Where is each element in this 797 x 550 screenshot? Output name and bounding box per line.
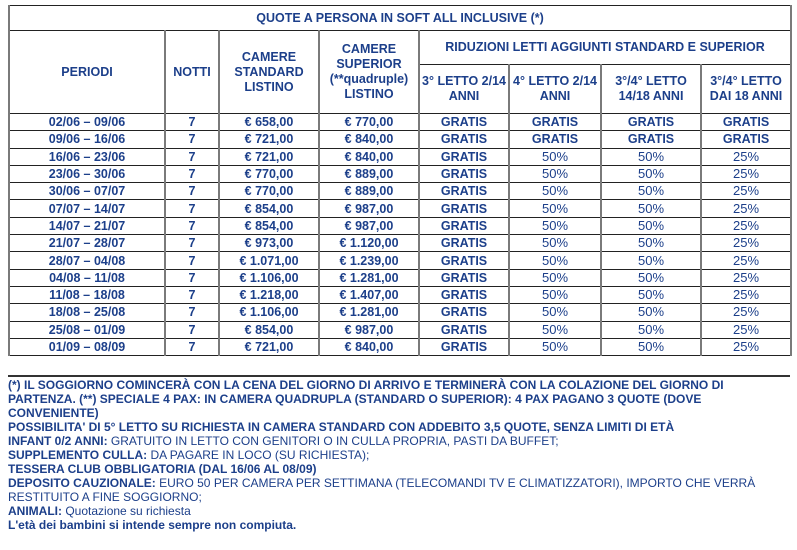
cell-periodo: 30/06 – 07/07 — [9, 183, 165, 200]
cell-superior: € 1.239,00 — [319, 252, 419, 269]
cell-periodo: 28/07 – 04/08 — [9, 252, 165, 269]
cell-notti: 7 — [165, 338, 219, 355]
cell-quarto-letto: 50% — [509, 321, 601, 338]
cell-quarto-letto: 50% — [509, 200, 601, 217]
cell-notti: 7 — [165, 131, 219, 148]
cell-letto-18: 25% — [701, 165, 791, 182]
cell-standard: € 973,00 — [219, 235, 319, 252]
cell-periodo: 04/08 – 11/08 — [9, 269, 165, 286]
cell-quarto-letto: 50% — [509, 183, 601, 200]
cell-standard: € 770,00 — [219, 165, 319, 182]
cell-standard: € 854,00 — [219, 200, 319, 217]
cell-letto-14-18: 50% — [601, 338, 701, 355]
cell-terzo-letto: GRATIS — [419, 338, 509, 355]
cell-letto-18: GRATIS — [701, 114, 791, 131]
cell-superior: € 770,00 — [319, 114, 419, 131]
cell-superior: € 889,00 — [319, 165, 419, 182]
cell-quarto-letto: 50% — [509, 252, 601, 269]
cell-quarto-letto: 50% — [509, 338, 601, 355]
table-row — [9, 252, 791, 269]
cell-notti: 7 — [165, 183, 219, 200]
cell-periodo: 14/07 – 21/07 — [9, 217, 165, 234]
header-periodi: PERIODI — [9, 31, 165, 114]
header-camere-superior: CAMERE SUPERIOR (**quadruple) LISTINO — [319, 31, 419, 114]
cell-letto-14-18: GRATIS — [601, 131, 701, 148]
cell-notti: 7 — [165, 114, 219, 131]
cell-notti: 7 — [165, 252, 219, 269]
cell-quarto-letto: 50% — [509, 304, 601, 321]
cell-letto-18: 25% — [701, 200, 791, 217]
cell-periodo: 02/06 – 09/06 — [9, 114, 165, 131]
cell-periodo: 23/06 – 30/06 — [9, 165, 165, 182]
cell-letto-14-18: 50% — [601, 235, 701, 252]
cell-superior: € 987,00 — [319, 217, 419, 234]
table-row — [9, 286, 791, 303]
cell-notti: 7 — [165, 286, 219, 303]
note-infant: INFANT 0/2 ANNI: GRATUITO IN LETTO CON GENITORI O IN CULLA PROPRIA, PASTI DA BUFFET; — [8, 434, 559, 448]
cell-quarto-letto: 50% — [509, 286, 601, 303]
cell-superior: € 1.281,00 — [319, 304, 419, 321]
cell-superior: € 840,00 — [319, 148, 419, 165]
cell-notti: 7 — [165, 148, 219, 165]
cell-notti: 7 — [165, 321, 219, 338]
cell-letto-18: 25% — [701, 183, 791, 200]
cell-notti: 7 — [165, 269, 219, 286]
table-row — [9, 217, 791, 234]
cell-standard: € 721,00 — [219, 338, 319, 355]
cell-letto-14-18: 50% — [601, 148, 701, 165]
cell-notti: 7 — [165, 235, 219, 252]
cell-standard: € 854,00 — [219, 321, 319, 338]
cell-letto-14-18: 50% — [601, 183, 701, 200]
cell-superior: € 840,00 — [319, 131, 419, 148]
header-quarto-letto: 4° LETTO 2/14 ANNI — [509, 65, 601, 114]
note-animali: ANIMALI: Quotazione su richiesta — [8, 504, 191, 518]
cell-standard: € 1.071,00 — [219, 252, 319, 269]
cell-terzo-letto: GRATIS — [419, 304, 509, 321]
header-terzo-letto: 3° LETTO 2/14 ANNI — [419, 65, 509, 114]
cell-terzo-letto: GRATIS — [419, 321, 509, 338]
cell-notti: 7 — [165, 165, 219, 182]
cell-quarto-letto: 50% — [509, 269, 601, 286]
cell-letto-14-18: 50% — [601, 321, 701, 338]
header-camere-standard: CAMERE STANDARD LISTINO — [219, 31, 319, 114]
note-soggiorno: (*) IL SOGGIORNO COMINCERÀ CON LA CENA DEL GIORNO DI ARRIVO E TERMINERÀ CON LA COLAZIONE DEL GIORNO DI PARTENZA. (**) SPECIALE 4 PAX: IN CAMERA QUADRUPLA (STANDARD O SUPERIOR): 4 PAX PAGANO 3 QUOTE (DOVE CONVENIENTE) — [8, 378, 724, 420]
cell-letto-18: 25% — [701, 148, 791, 165]
table-row — [9, 183, 791, 200]
table-row — [9, 114, 791, 131]
cell-superior: € 987,00 — [319, 200, 419, 217]
table-row — [9, 165, 791, 182]
cell-letto-14-18: 50% — [601, 165, 701, 182]
cell-notti: 7 — [165, 200, 219, 217]
table-row — [9, 321, 791, 338]
cell-periodo: 11/08 – 18/08 — [9, 286, 165, 303]
table-row — [9, 148, 791, 165]
cell-standard: € 770,00 — [219, 183, 319, 200]
price-table — [8, 5, 792, 356]
cell-terzo-letto: GRATIS — [419, 235, 509, 252]
cell-periodo: 16/06 – 23/06 — [9, 148, 165, 165]
note-culla: SUPPLEMENTO CULLA: DA PAGARE IN LOCO (SU RICHIESTA); — [8, 448, 370, 462]
cell-standard: € 1.106,00 — [219, 269, 319, 286]
cell-quarto-letto: GRATIS — [509, 114, 601, 131]
cell-letto-18: 25% — [701, 286, 791, 303]
cell-terzo-letto: GRATIS — [419, 217, 509, 234]
cell-superior: € 840,00 — [319, 338, 419, 355]
cell-periodo: 21/07 – 28/07 — [9, 235, 165, 252]
cell-letto-14-18: GRATIS — [601, 114, 701, 131]
cell-terzo-letto: GRATIS — [419, 269, 509, 286]
table-row — [9, 200, 791, 217]
cell-letto-14-18: 50% — [601, 200, 701, 217]
cell-letto-14-18: 50% — [601, 269, 701, 286]
cell-letto-18: 25% — [701, 235, 791, 252]
table-row — [9, 269, 791, 286]
cell-superior: € 889,00 — [319, 183, 419, 200]
cell-superior: € 1.407,00 — [319, 286, 419, 303]
header-letto-14-18: 3°/4° LETTO 14/18 ANNI — [601, 65, 701, 114]
table-row — [9, 235, 791, 252]
cell-standard: € 721,00 — [219, 148, 319, 165]
header-letto-18: 3°/4° LETTO DAI 18 ANNI — [701, 65, 791, 114]
cell-periodo: 18/08 – 25/08 — [9, 304, 165, 321]
cell-terzo-letto: GRATIS — [419, 131, 509, 148]
cell-terzo-letto: GRATIS — [419, 148, 509, 165]
cell-standard: € 721,00 — [219, 131, 319, 148]
cell-letto-14-18: 50% — [601, 286, 701, 303]
cell-letto-14-18: 50% — [601, 217, 701, 234]
table-row — [9, 131, 791, 148]
header-riduzioni: RIDUZIONI LETTI AGGIUNTI STANDARD E SUPERIOR — [419, 31, 791, 65]
cell-notti: 7 — [165, 217, 219, 234]
note-tessera: TESSERA CLUB OBBLIGATORIA (DAL 16/06 AL 08/09) — [8, 462, 317, 476]
cell-terzo-letto: GRATIS — [419, 252, 509, 269]
cell-terzo-letto: GRATIS — [419, 183, 509, 200]
cell-letto-18: 25% — [701, 217, 791, 234]
cell-standard: € 658,00 — [219, 114, 319, 131]
header-notti: NOTTI — [165, 31, 219, 114]
cell-notti: 7 — [165, 304, 219, 321]
table-row — [9, 304, 791, 321]
cell-letto-18: 25% — [701, 304, 791, 321]
cell-standard: € 1.106,00 — [219, 304, 319, 321]
cell-letto-18: 25% — [701, 321, 791, 338]
cell-periodo: 25/08 – 01/09 — [9, 321, 165, 338]
cell-letto-14-18: 50% — [601, 252, 701, 269]
cell-periodo: 01/09 – 08/09 — [9, 338, 165, 355]
cell-quarto-letto: 50% — [509, 235, 601, 252]
cell-standard: € 854,00 — [219, 217, 319, 234]
cell-terzo-letto: GRATIS — [419, 286, 509, 303]
cell-letto-18: GRATIS — [701, 131, 791, 148]
cell-superior: € 987,00 — [319, 321, 419, 338]
cell-quarto-letto: 50% — [509, 165, 601, 182]
cell-terzo-letto: GRATIS — [419, 114, 509, 131]
cell-quarto-letto: 50% — [509, 148, 601, 165]
cell-terzo-letto: GRATIS — [419, 200, 509, 217]
cell-superior: € 1.281,00 — [319, 269, 419, 286]
cell-periodo: 07/07 – 14/07 — [9, 200, 165, 217]
cell-letto-14-18: 50% — [601, 304, 701, 321]
cell-superior: € 1.120,00 — [319, 235, 419, 252]
cell-letto-18: 25% — [701, 338, 791, 355]
cell-standard: € 1.218,00 — [219, 286, 319, 303]
cell-periodo: 09/06 – 16/06 — [9, 131, 165, 148]
note-deposito: DEPOSITO CAUZIONALE: EURO 50 PER CAMERA PER SETTIMANA (TELECOMANDI TV E CLIMATIZZATORI), IMPORTO CHE VERRÀ RESTITUITO A FINE SOGGIORNO; — [8, 476, 756, 504]
note-eta: L'età dei bambini si intende sempre non compiuta. — [8, 518, 297, 532]
notes-section — [8, 375, 790, 532]
cell-terzo-letto: GRATIS — [419, 165, 509, 182]
note-quinto-letto: POSSIBILITA' DI 5° LETTO SU RICHIESTA IN CAMERA STANDARD CON ADDEBITO 3,5 QUOTE, SENZA LIMITI DI ETÀ — [8, 420, 675, 434]
table-title: QUOTE A PERSONA IN SOFT ALL INCLUSIVE (*) — [9, 6, 791, 31]
cell-quarto-letto: GRATIS — [509, 131, 601, 148]
table-row — [9, 338, 791, 355]
cell-letto-18: 25% — [701, 269, 791, 286]
cell-letto-18: 25% — [701, 252, 791, 269]
cell-quarto-letto: 50% — [509, 217, 601, 234]
